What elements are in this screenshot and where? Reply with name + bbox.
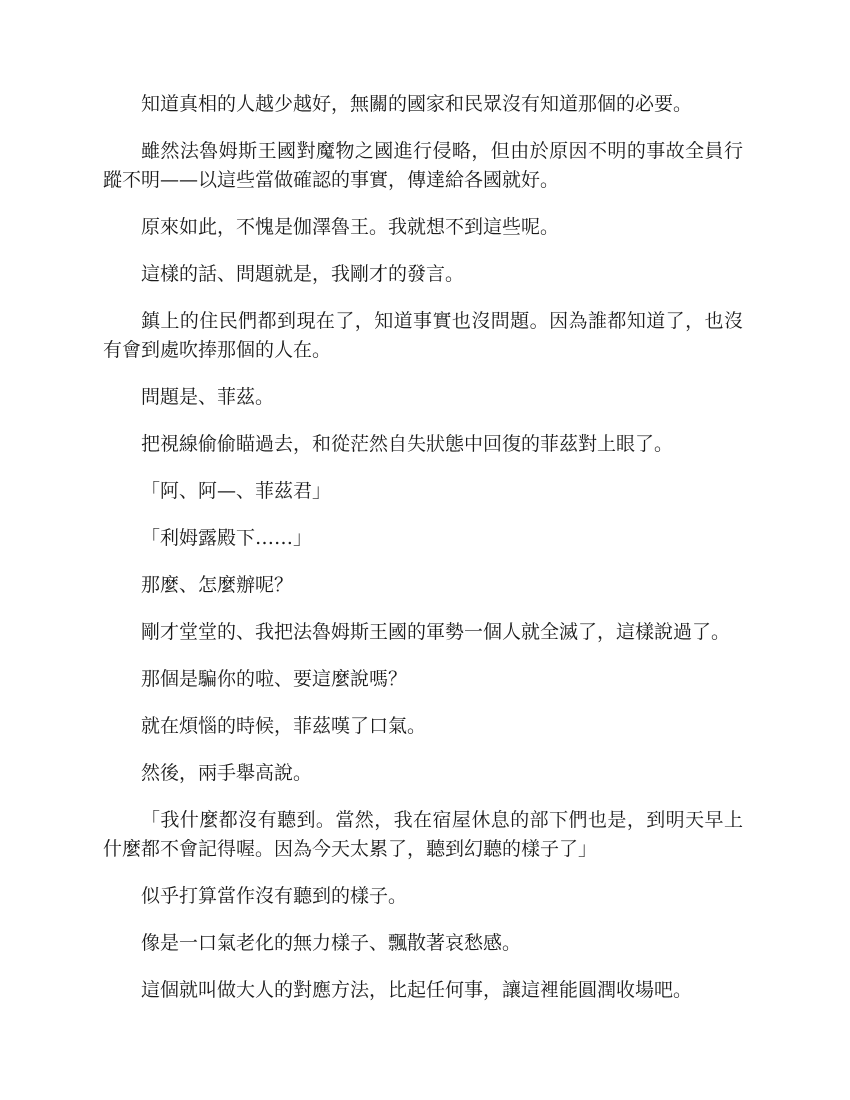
paragraph: 然後，兩手舉高說。: [141, 762, 313, 784]
paragraph: 把視線偷偷瞄過去，和從茫然自失狀態中回復的菲茲對上眼了。: [141, 433, 674, 455]
dialogue-line: 「利姆露殿下……」: [141, 527, 313, 549]
paragraph: 剛才堂堂的、我把法魯姆斯王國的軍勢一個人就全滅了，這樣說過了。: [141, 621, 731, 643]
dialogue-line: 「我什麼都沒有聽到。當然，我在宿屋休息的部下們也是，到明天早上什麼都不會記得喔。因為今天太累了，聽到幻聽的樣子了」: [103, 809, 743, 860]
dialogue-line: 「阿、阿—、菲茲君」: [141, 480, 332, 502]
paragraph: 雖然法魯姆斯王國對魔物之國進行侵略，但由於原因不明的事故全員行蹤不明——以這些當做確認的事實，傳達給各國就好。: [103, 140, 743, 191]
paragraph: 那麼、怎麼辦呢？: [141, 574, 294, 596]
paragraph: 那個是騙你的啦、要這麼說嗎？: [141, 668, 408, 690]
paragraph: 知道真相的人越少越好，無關的國家和民眾沒有知道那個的必要。: [141, 93, 693, 115]
paragraph: 這個就叫做大人的對應方法，比起任何事，讓這裡能圓潤收場吧。: [141, 979, 693, 1001]
paragraph: 原來如此，不愧是伽澤魯王。我就想不到這些呢。: [141, 216, 560, 238]
paragraph: 這樣的話、問題就是，我剛才的發言。: [141, 263, 465, 285]
paragraph: 就在煩惱的時候，菲茲嘆了口氣。: [141, 715, 427, 737]
paragraph: 問題是、菲茲。: [141, 386, 275, 408]
paragraph: 像是一口氣老化的無力樣子、飄散著哀愁感。: [141, 932, 522, 954]
document-page: [103, 90, 743, 1023]
paragraph: 鎮上的住民們都到現在了，知道事實也沒問題。因為誰都知道了，也沒有會到處吹捧那個的人在。: [103, 310, 743, 361]
paragraph: 似乎打算當作沒有聽到的樣子。: [141, 885, 408, 907]
